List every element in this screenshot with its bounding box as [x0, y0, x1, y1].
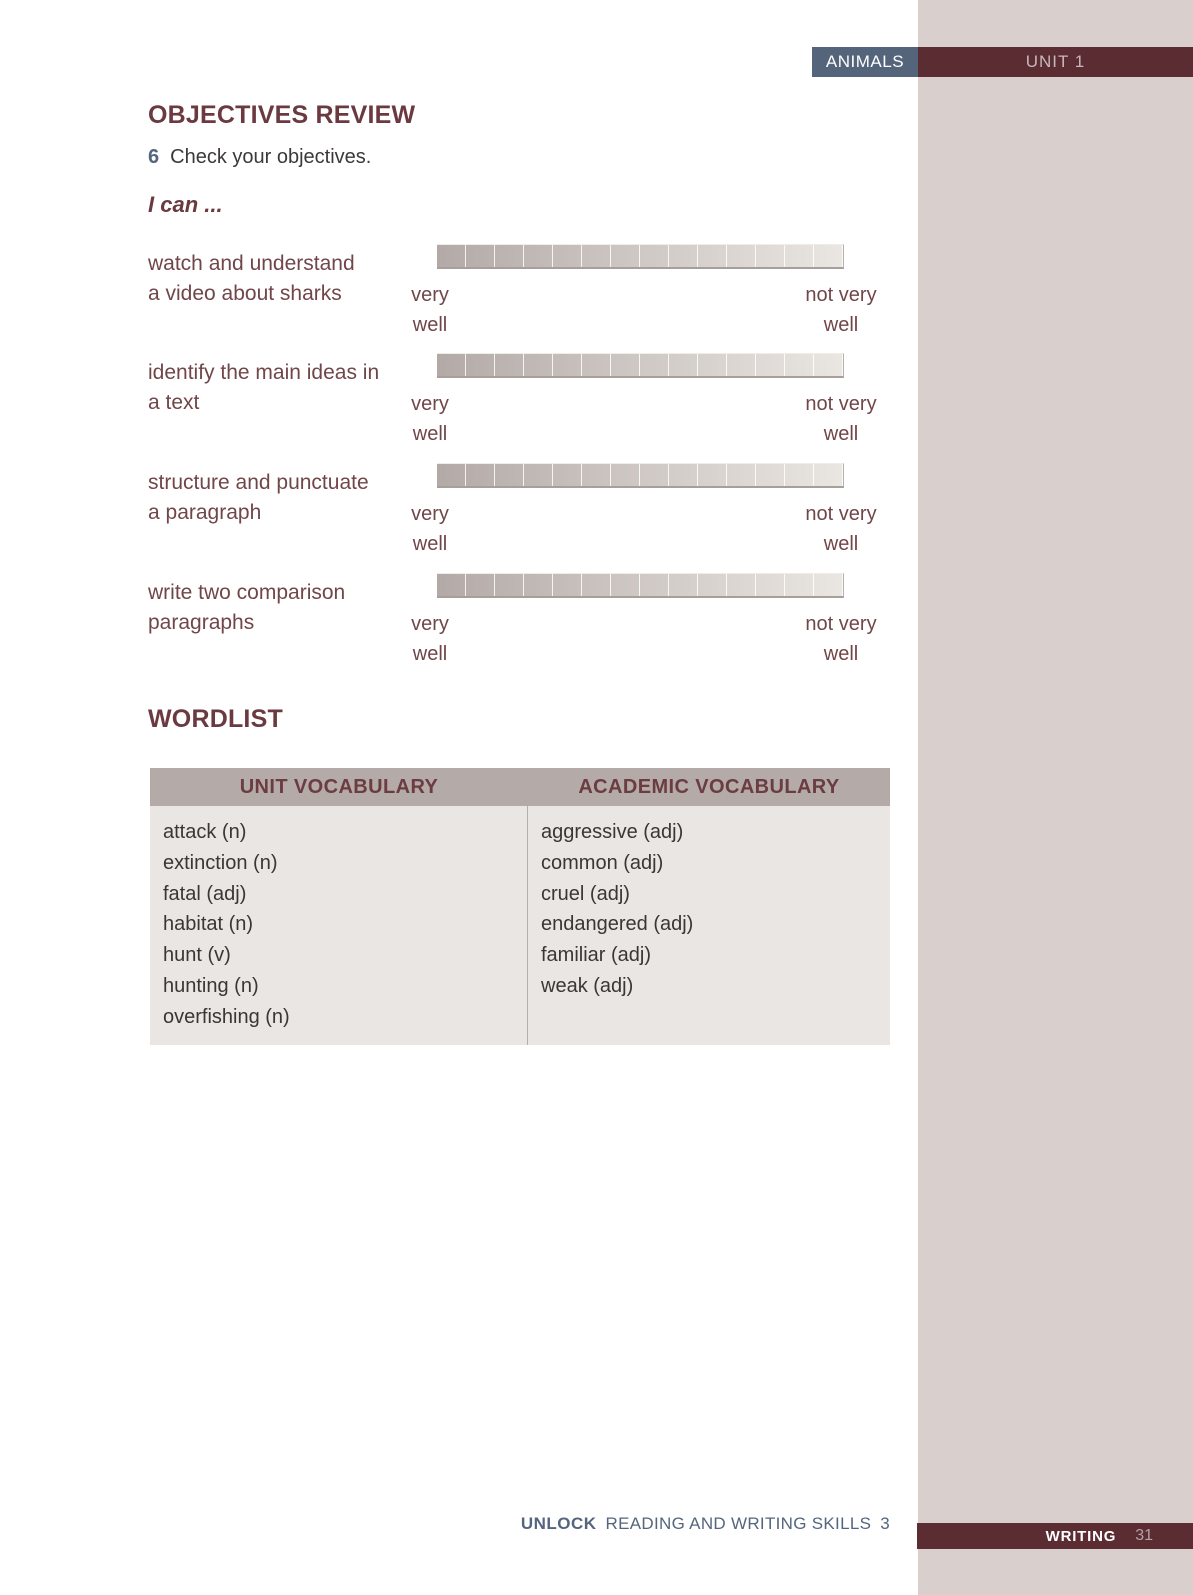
brand-logo-text: UNLOCK	[520, 1514, 597, 1533]
wordlist-title: WORDLIST	[148, 705, 283, 733]
objective-label	[148, 578, 418, 638]
objective-row	[0, 573, 918, 683]
page-number: 31	[1135, 1527, 1153, 1544]
objective-label-line2: a paragraph	[148, 501, 262, 524]
objective-label	[148, 249, 418, 309]
unit-number-band	[918, 47, 1193, 77]
word-item: endangered (adj)	[541, 913, 694, 936]
objective-label-line2: a text	[148, 391, 200, 414]
scale-label-very-well: very well	[411, 393, 449, 445]
sidebar-panel	[918, 0, 1193, 1595]
objective-label-line1: write two comparison	[148, 581, 346, 604]
series-title: READING AND WRITING SKILLS	[605, 1514, 872, 1533]
scale-label-very-well: very well	[411, 284, 449, 336]
unit-vocabulary-header: UNIT VOCABULARY	[239, 775, 439, 798]
objective-row	[0, 463, 918, 573]
objective-label	[148, 358, 418, 418]
objective-label-line1: structure and punctuate	[148, 471, 369, 494]
objective-label-line2: paragraphs	[148, 611, 255, 634]
word-item: familiar (adj)	[541, 944, 652, 967]
academic-vocabulary-header: ACADEMIC VOCABULARY	[578, 775, 840, 798]
rating-scale-bar	[437, 353, 844, 378]
scale-label-not-very-well: not very well	[805, 284, 877, 336]
word-item: aggressive (adj)	[541, 821, 684, 843]
rating-scale-bar	[437, 463, 844, 488]
book-credit-line	[0, 1514, 890, 1534]
book-level: 3	[880, 1514, 890, 1533]
lead-in-text: I can ...	[148, 192, 223, 217]
objective-label-line1: identify the main ideas in	[148, 361, 380, 384]
objective-label-line2: a video about sharks	[148, 282, 342, 305]
objective-row	[0, 244, 918, 354]
exercise-instruction: Check your objectives.	[170, 146, 372, 168]
word-item: common (adj)	[541, 851, 664, 874]
word-item: fatal (adj)	[163, 882, 247, 905]
scale-label-not-very-well: not very well	[805, 503, 877, 555]
wordlist-table-body	[150, 806, 890, 1045]
unit-vocabulary-list	[150, 806, 528, 1045]
unit-number-label: UNIT 1	[1025, 52, 1086, 71]
word-item: extinction (n)	[163, 851, 278, 874]
exercise-number: 6	[148, 146, 160, 168]
word-item: hunting (n)	[163, 974, 259, 997]
word-item: cruel (adj)	[541, 882, 630, 905]
objective-label	[148, 468, 418, 528]
word-item: weak (adj)	[541, 974, 634, 997]
scale-label-not-very-well: not very well	[805, 393, 877, 445]
rating-scale-bar	[437, 573, 844, 598]
unit-topic-label: ANIMALS	[825, 52, 905, 71]
word-item: overfishing (n)	[163, 1005, 290, 1028]
objective-label-line1: watch and understand	[148, 252, 355, 275]
rating-scale-bar	[437, 244, 844, 269]
exercise-instruction-line	[148, 146, 371, 169]
scale-label-very-well: very well	[411, 613, 449, 665]
section-name: WRITING	[1045, 1527, 1117, 1545]
word-item: attack (n)	[163, 821, 247, 843]
word-item: habitat (n)	[163, 913, 254, 936]
scale-label-very-well: very well	[411, 503, 449, 555]
scale-label-not-very-well: not very well	[805, 613, 877, 665]
word-item: hunt (v)	[163, 944, 231, 967]
unit-topic-tab	[812, 47, 918, 77]
objective-row	[0, 353, 918, 463]
wordlist-table-header	[150, 768, 890, 806]
objectives-review-title: OBJECTIVES REVIEW	[148, 101, 416, 129]
footer-section-band	[917, 1523, 1193, 1549]
academic-vocabulary-list	[528, 806, 889, 1045]
wordlist-table	[150, 768, 890, 1045]
